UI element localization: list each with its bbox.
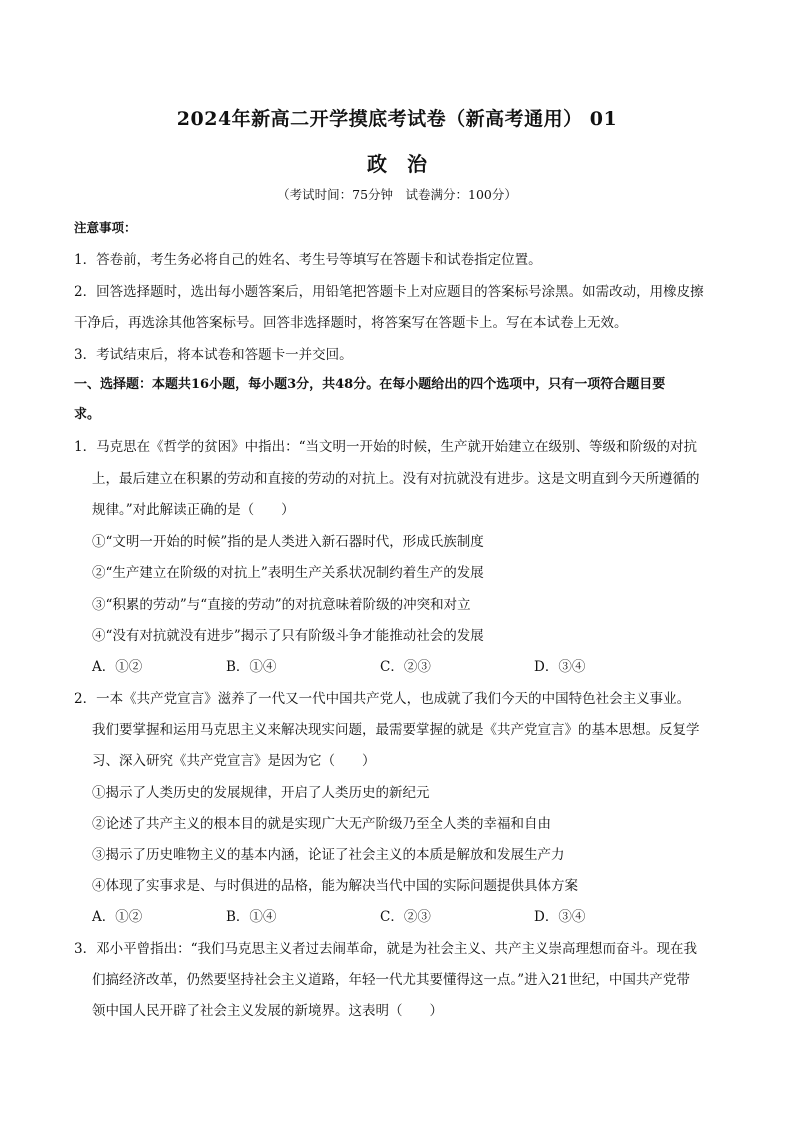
question-2-option-b[interactable]: B．①④ xyxy=(226,909,277,925)
question-3-stem: 领中国人民开辟了社会主义发展的新境界。这表明（ ） xyxy=(92,1003,443,1019)
exam-subject: 政 治 xyxy=(367,152,427,176)
question-3-stem: 们搞经济改革，仍然要坚持社会主义道路，年轻一代尤其要懂得这一点。”进入21世纪，中国共产党带 xyxy=(92,972,690,988)
question-1-statement: ①“文明一开始的时候”指的是人类进入新石器时代，形成氏族制度 xyxy=(92,534,484,550)
notice-item: 干净后，再选涂其他答案标号。回答非选择题时，将答案写在答题卡上。写在本试卷上无效。 xyxy=(74,315,628,331)
question-1-stem: 1．马克思在《哲学的贫困》中指出：“当文明一开始的时候，生产就开始建立在级别、等级和阶级的对抗 xyxy=(74,439,697,455)
question-1-statement: ④“没有对抗就没有进步”揭示了只有阶级斗争才能推动社会的发展 xyxy=(92,628,484,644)
question-1-option-d[interactable]: D．③④ xyxy=(534,659,586,675)
exam-meta: （考试时间：75分钟 试卷满分：100分） xyxy=(277,187,517,202)
question-2-option-c[interactable]: C．②③ xyxy=(380,909,431,925)
notice-item: 3．考试结束后，将本试卷和答题卡一并交回。 xyxy=(74,347,353,363)
notice-item: 1．答卷前，考生务必将自己的姓名、考生号等填写在答题卡和试卷指定位置。 xyxy=(74,252,542,268)
notice-heading: 注意事项： xyxy=(74,220,137,235)
question-2-option-a[interactable]: A．①② xyxy=(92,909,143,925)
question-1-option-a[interactable]: A．①② xyxy=(92,659,143,675)
question-2-statement: ④体现了实事求是、与时俱进的品格，能为解决当代中国的实际问题提供具体方案 xyxy=(92,878,578,894)
question-2-statement: ③揭示了历史唯物主义的基本内涵，论证了社会主义的本质是解放和发展生产力 xyxy=(92,847,565,863)
question-1-stem: 规律。”对此解读正确的是（ ） xyxy=(92,502,295,518)
question-3-stem: 3．邓小平曾指出：“我们马克思主义者过去闹革命，就是为社会主义、共产主义崇高理想而奋斗。现在我 xyxy=(74,941,697,957)
question-1-statement: ③“积累的劳动”与“直接的劳动”的对抗意味着阶级的冲突和对立 xyxy=(92,597,471,613)
question-2-stem: 我们要掌握和运用马克思主义来解决现实问题，最需要掌握的就是《共产党宣言》的基本思想。反复学 xyxy=(92,722,700,738)
question-1-stem: 上，最后建立在积累的劳动和直接的劳动的对抗上。没有对抗就没有进步。这是文明直到今天所遵循的 xyxy=(92,471,700,487)
question-2-stem: 2．一本《共产党宣言》滋养了一代又一代中国共产党人，也成就了我们今天的中国特色社会主义事业。 xyxy=(74,691,691,707)
question-2-option-d[interactable]: D．③④ xyxy=(534,909,586,925)
question-1-option-c[interactable]: C．②③ xyxy=(380,659,431,675)
section-heading: 一、选择题：本题共16小题，每小题3分，共48分。在每小题给出的四个选项中，只有一项符合题目要 xyxy=(74,377,666,392)
question-2-statement: ②论述了共产主义的根本目的就是实现广大无产阶级乃至全人类的幸福和自由 xyxy=(92,816,551,832)
exam-title: 2024年新高二开学摸底考试卷（新高考通用） 01 xyxy=(176,108,618,130)
section-heading-cont: 求。 xyxy=(74,407,101,422)
question-1-option-b[interactable]: B．①④ xyxy=(226,659,277,675)
question-2-stem: 习、深入研究《共产党宣言》是因为它（ ） xyxy=(92,753,376,769)
question-1-statement: ②“生产建立在阶级的对抗上”表明生产关系状况制约着生产的发展 xyxy=(92,565,484,581)
notice-item: 2．回答选择题时，选出每小题答案后，用铅笔把答题卡上对应题目的答案标号涂黑。如需改动，用橡皮擦 xyxy=(74,284,704,300)
question-2-statement: ①揭示了人类历史的发展规律，开启了人类历史的新纪元 xyxy=(92,785,430,801)
